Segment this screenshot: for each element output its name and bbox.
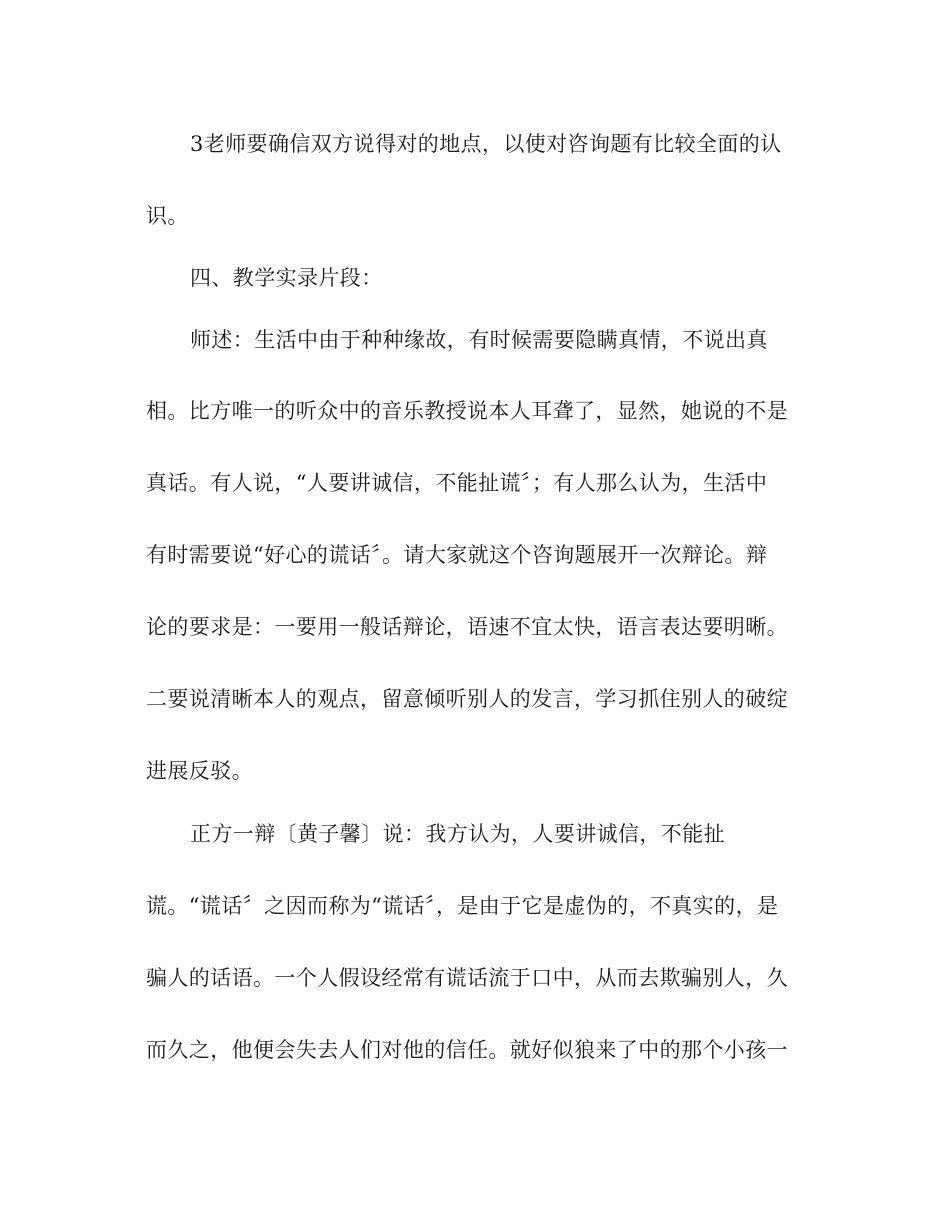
paragraph-line: 正方一辩〔黄子馨〕说：我方认为，人要讲诚信，不能扯 (190, 822, 725, 846)
paragraph-line: 有时需要说“好心的谎话〞。请大家就这个咨询题展开一次辩论。辩 (146, 543, 768, 567)
paragraph-line: 论的要求是：一要用一般话辩论，语速不宜太快，语言表达要明晰。 (146, 615, 788, 639)
paragraph-line: 骗人的话语。一个人假设经常有谎话流于口中，从而去欺骗别人，久 (146, 966, 788, 990)
paragraph-line: 谎。“谎话〞之因而称为“谎话〞，是由于它是虚伪的，不真实的，是 (146, 894, 779, 918)
paragraph-line: 二要说清晰本人的观点，留意倾听别人的发言，学习抓住别人的破绽 (146, 687, 788, 711)
paragraph-line: 真话。有人说，“人要讲诚信，不能扯谎〞；有人那么认为，生活中 (146, 471, 768, 495)
paragraph-line: 进展反驳。 (146, 759, 253, 783)
paragraph-line: 识。 (146, 204, 189, 228)
paragraph-line: 3老师要确信双方说得对的地点，以使对咨询题有比较全面的认 (190, 132, 782, 156)
section-heading: 四、教学实录片段： (190, 266, 383, 290)
paragraph-line: 师述：生活中由于种种缘故，有时候需要隐瞒真情，不说出真 (190, 328, 768, 352)
paragraph-line: 而久之，他便会失去人们对他的信任。就好似狼来了中的那个小孩一 (146, 1038, 788, 1062)
paragraph-line: 相。比方唯一的听众中的音乐教授说本人耳聋了，显然，她说的不是 (146, 399, 788, 423)
